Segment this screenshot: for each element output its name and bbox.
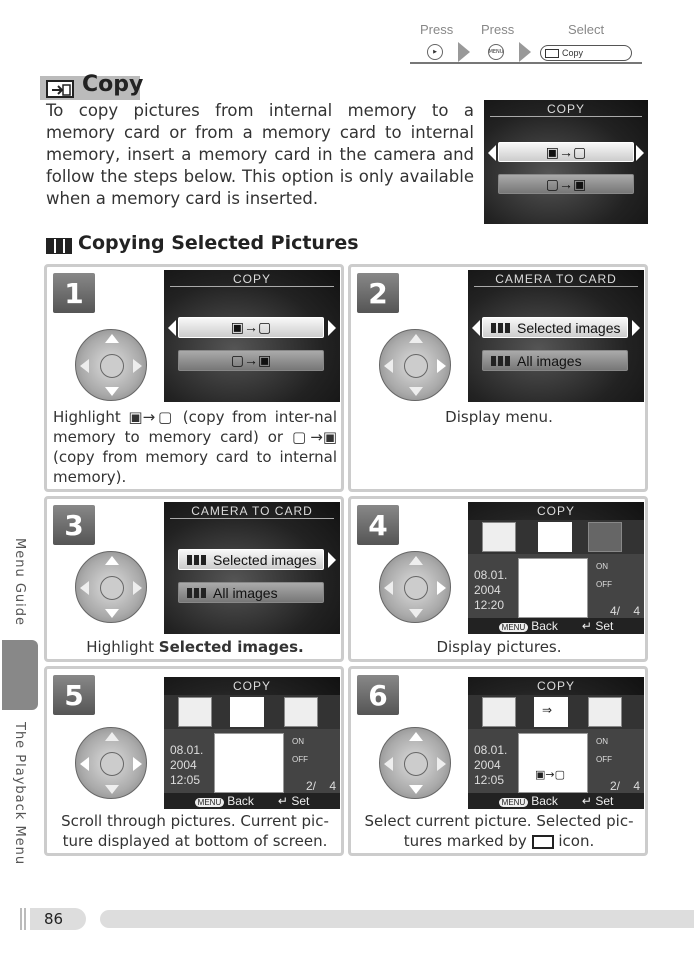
thumbnail-strip	[468, 520, 644, 554]
count-total: 4	[633, 604, 640, 618]
menu-icon: MENU	[499, 798, 529, 807]
year-text: 2004	[170, 758, 197, 772]
set-label: Set	[595, 619, 614, 633]
menu-icon: MENU	[195, 798, 225, 807]
time-text: 12:20	[474, 598, 505, 612]
lcd-option-all-images	[178, 582, 324, 603]
off-label: OFF	[292, 755, 308, 764]
lcd-title: COPY	[536, 504, 575, 518]
time-text: 12:05	[474, 773, 505, 787]
step-number: 6	[357, 675, 399, 715]
step-4-text: Display pictures.	[436, 638, 562, 656]
selected-images-icon	[187, 555, 207, 565]
step-6-text	[357, 811, 641, 851]
copy-icon	[545, 49, 559, 58]
step-2-text: Display menu.	[445, 408, 553, 426]
intro-lcd-screen	[484, 100, 648, 224]
lcd-title: COPY	[232, 272, 271, 286]
arrow-right-icon	[636, 145, 644, 161]
nav-press-1: Press	[420, 22, 454, 37]
lcd-title: COPY	[232, 679, 271, 693]
count-current: 4/	[609, 604, 620, 618]
intro-paragraph: To copy pictures from internal memory to a memory card or from a memory card to internal memory, insert a memory card in the camera and follow the steps below. This option is only available when a memory card is inserted.	[46, 101, 474, 208]
lcd-footer: MENU Back ↵ Set	[468, 618, 644, 634]
all-images-icon	[491, 356, 511, 366]
arrow-left-icon	[472, 320, 480, 336]
menu-button-label: MENU	[488, 49, 504, 55]
step-number: 4	[357, 505, 399, 545]
count-total: 4	[633, 779, 640, 793]
step-number: 2	[357, 273, 399, 313]
lcd-option-label: All images	[517, 352, 582, 369]
thumbnail	[482, 697, 516, 727]
date-text: 08.01.	[474, 743, 508, 757]
lcd-option-label: Selected images	[213, 551, 317, 568]
picture-panel	[468, 554, 644, 624]
picture-panel	[468, 729, 644, 799]
time-text: 12:05	[170, 773, 201, 787]
multi-selector-icon	[379, 551, 451, 623]
copy-icon	[532, 835, 554, 849]
thumbnail	[482, 522, 516, 552]
arrow-left-icon	[168, 320, 176, 336]
arrow-right-icon	[458, 42, 470, 62]
step-5-box	[44, 666, 344, 856]
nav-copy-option	[540, 45, 632, 61]
thumbnail-selected	[230, 697, 264, 727]
in-to-card-icon: ▣→▢	[230, 319, 272, 335]
date-text: 08.01.	[170, 743, 204, 757]
on-label: ON	[292, 737, 304, 746]
current-picture	[518, 733, 588, 793]
on-off-indicator	[596, 562, 612, 589]
step-text-part: Highlight	[53, 408, 121, 426]
arrow-right-icon	[632, 320, 640, 336]
off-label: OFF	[596, 580, 612, 589]
multi-selector-icon	[75, 329, 147, 401]
multi-selector-icon	[379, 727, 451, 799]
lcd-option-card-to-in	[498, 174, 634, 194]
count-current: 2/	[305, 779, 316, 793]
lcd-footer: MENU Back ↵ Set	[468, 793, 644, 809]
thumbnail-selected	[534, 697, 568, 727]
step-3-box	[44, 496, 344, 662]
side-menu-guide: Menu Guide	[12, 538, 27, 626]
card-to-in-icon: ▢→▣	[291, 428, 337, 446]
side-playback-menu: The Playback Menu	[12, 722, 27, 866]
step-6-lcd	[468, 677, 644, 809]
lcd-option-selected-images	[178, 549, 324, 570]
step-number: 5	[53, 675, 95, 715]
arrow-right-icon	[519, 42, 531, 62]
set-label: Set	[595, 794, 614, 808]
footer-lines	[20, 908, 28, 930]
multi-selector-icon	[75, 727, 147, 799]
step-text-part: icon.	[558, 832, 595, 850]
picture-date	[474, 568, 507, 613]
side-tab	[2, 640, 38, 710]
picture-count	[306, 779, 336, 793]
section-title: Copying Selected Pictures	[78, 232, 359, 254]
selected-pictures-icon	[46, 238, 72, 254]
date-text: 08.01.	[474, 568, 508, 582]
playback-button-icon: ▶	[427, 44, 443, 60]
step-3-text	[53, 637, 337, 657]
thumbnail-strip	[468, 695, 644, 729]
step-text-part: Select current picture. Selected pic-tures marked by	[364, 812, 634, 850]
lcd-option-label: Selected images	[517, 319, 621, 336]
back-label: Back	[531, 619, 558, 633]
thumbnail	[178, 697, 212, 727]
picture-panel	[164, 729, 340, 799]
lcd-title: COPY	[536, 679, 575, 693]
picture-count	[610, 604, 640, 618]
lcd-option-selected-images	[482, 317, 628, 338]
step-1-box	[44, 264, 344, 492]
picture-count	[610, 779, 640, 793]
selected-images-icon	[491, 323, 511, 333]
step-1-text	[53, 407, 337, 487]
thumbnail-selected	[538, 522, 572, 552]
copy-icon: ⇒	[542, 703, 553, 717]
lcd-option-in-to-card	[498, 142, 634, 162]
on-label: ON	[596, 562, 608, 571]
lcd-footer: MENU Back ↵ Set	[164, 793, 340, 809]
count-current: 2/	[609, 779, 620, 793]
step-4-box	[348, 496, 648, 662]
nav-press-2: Press	[481, 22, 515, 37]
step-text-part: (copy from inter-nal memory to memory card) or	[53, 408, 337, 446]
card-to-in-icon: ▢→▣	[230, 352, 272, 368]
step-5-lcd	[164, 677, 340, 809]
on-off-indicator	[292, 737, 308, 764]
footer-bar	[100, 910, 694, 928]
thumbnail	[588, 522, 622, 552]
step-6-box	[348, 666, 648, 856]
thumbnail-strip	[164, 695, 340, 729]
arrow-left-icon	[488, 145, 496, 161]
step-2-lcd	[468, 270, 644, 402]
nav-copy-label: Copy	[562, 48, 584, 58]
current-picture	[518, 558, 588, 618]
card-to-in-icon: ▢→▣	[545, 175, 587, 192]
on-label: ON	[596, 737, 608, 746]
picture-date	[474, 743, 507, 788]
step-4-lcd	[468, 502, 644, 634]
lcd-title: CAMERA TO CARD	[495, 272, 617, 286]
multi-selector-icon	[75, 551, 147, 623]
current-picture	[214, 733, 284, 793]
copy-icon	[46, 80, 74, 98]
year-text: 2004	[474, 583, 501, 597]
thumbnail	[588, 697, 622, 727]
all-images-icon	[187, 588, 207, 598]
on-off-indicator	[596, 737, 612, 764]
step-2-box	[348, 264, 648, 492]
lcd-option-label: All images	[213, 584, 278, 601]
picture-date	[170, 743, 203, 788]
back-label: Back	[227, 794, 254, 808]
lcd-title: COPY	[546, 102, 585, 116]
step-number: 3	[53, 505, 95, 545]
step-number: 1	[53, 273, 95, 313]
off-label: OFF	[596, 755, 612, 764]
count-total: 4	[329, 779, 336, 793]
lcd-option-in-to-card	[178, 317, 324, 338]
step-text-part: Highlight	[86, 638, 159, 656]
set-label: Set	[291, 794, 310, 808]
lcd-option-all-images	[482, 350, 628, 371]
lcd-title: CAMERA TO CARD	[191, 504, 313, 518]
step-1-lcd	[164, 270, 340, 402]
in-to-card-icon: ▣→▢	[535, 768, 566, 781]
arrow-right-icon	[328, 552, 336, 568]
step-text-part: (copy from memory card to internal memory).	[53, 448, 337, 486]
in-to-card-icon: ▣→▢	[545, 143, 587, 160]
lcd-option-card-to-in	[178, 350, 324, 371]
thumbnail	[284, 697, 318, 727]
page-title: Copy	[82, 72, 144, 97]
in-to-card-icon: ▣→▢	[128, 408, 176, 426]
back-label: Back	[531, 794, 558, 808]
nav-select: Select	[568, 22, 605, 37]
step-5-text: Scroll through pictures. Current pic-ture displayed at bottom of screen.	[61, 812, 329, 850]
menu-button-icon	[488, 44, 504, 60]
menu-icon: MENU	[499, 623, 529, 632]
multi-selector-icon	[379, 329, 451, 401]
step-3-lcd	[164, 502, 340, 634]
step-text-bold: Selected images.	[158, 638, 304, 656]
page-number: 86	[30, 908, 86, 930]
year-text: 2004	[474, 758, 501, 772]
arrow-right-icon	[328, 320, 336, 336]
